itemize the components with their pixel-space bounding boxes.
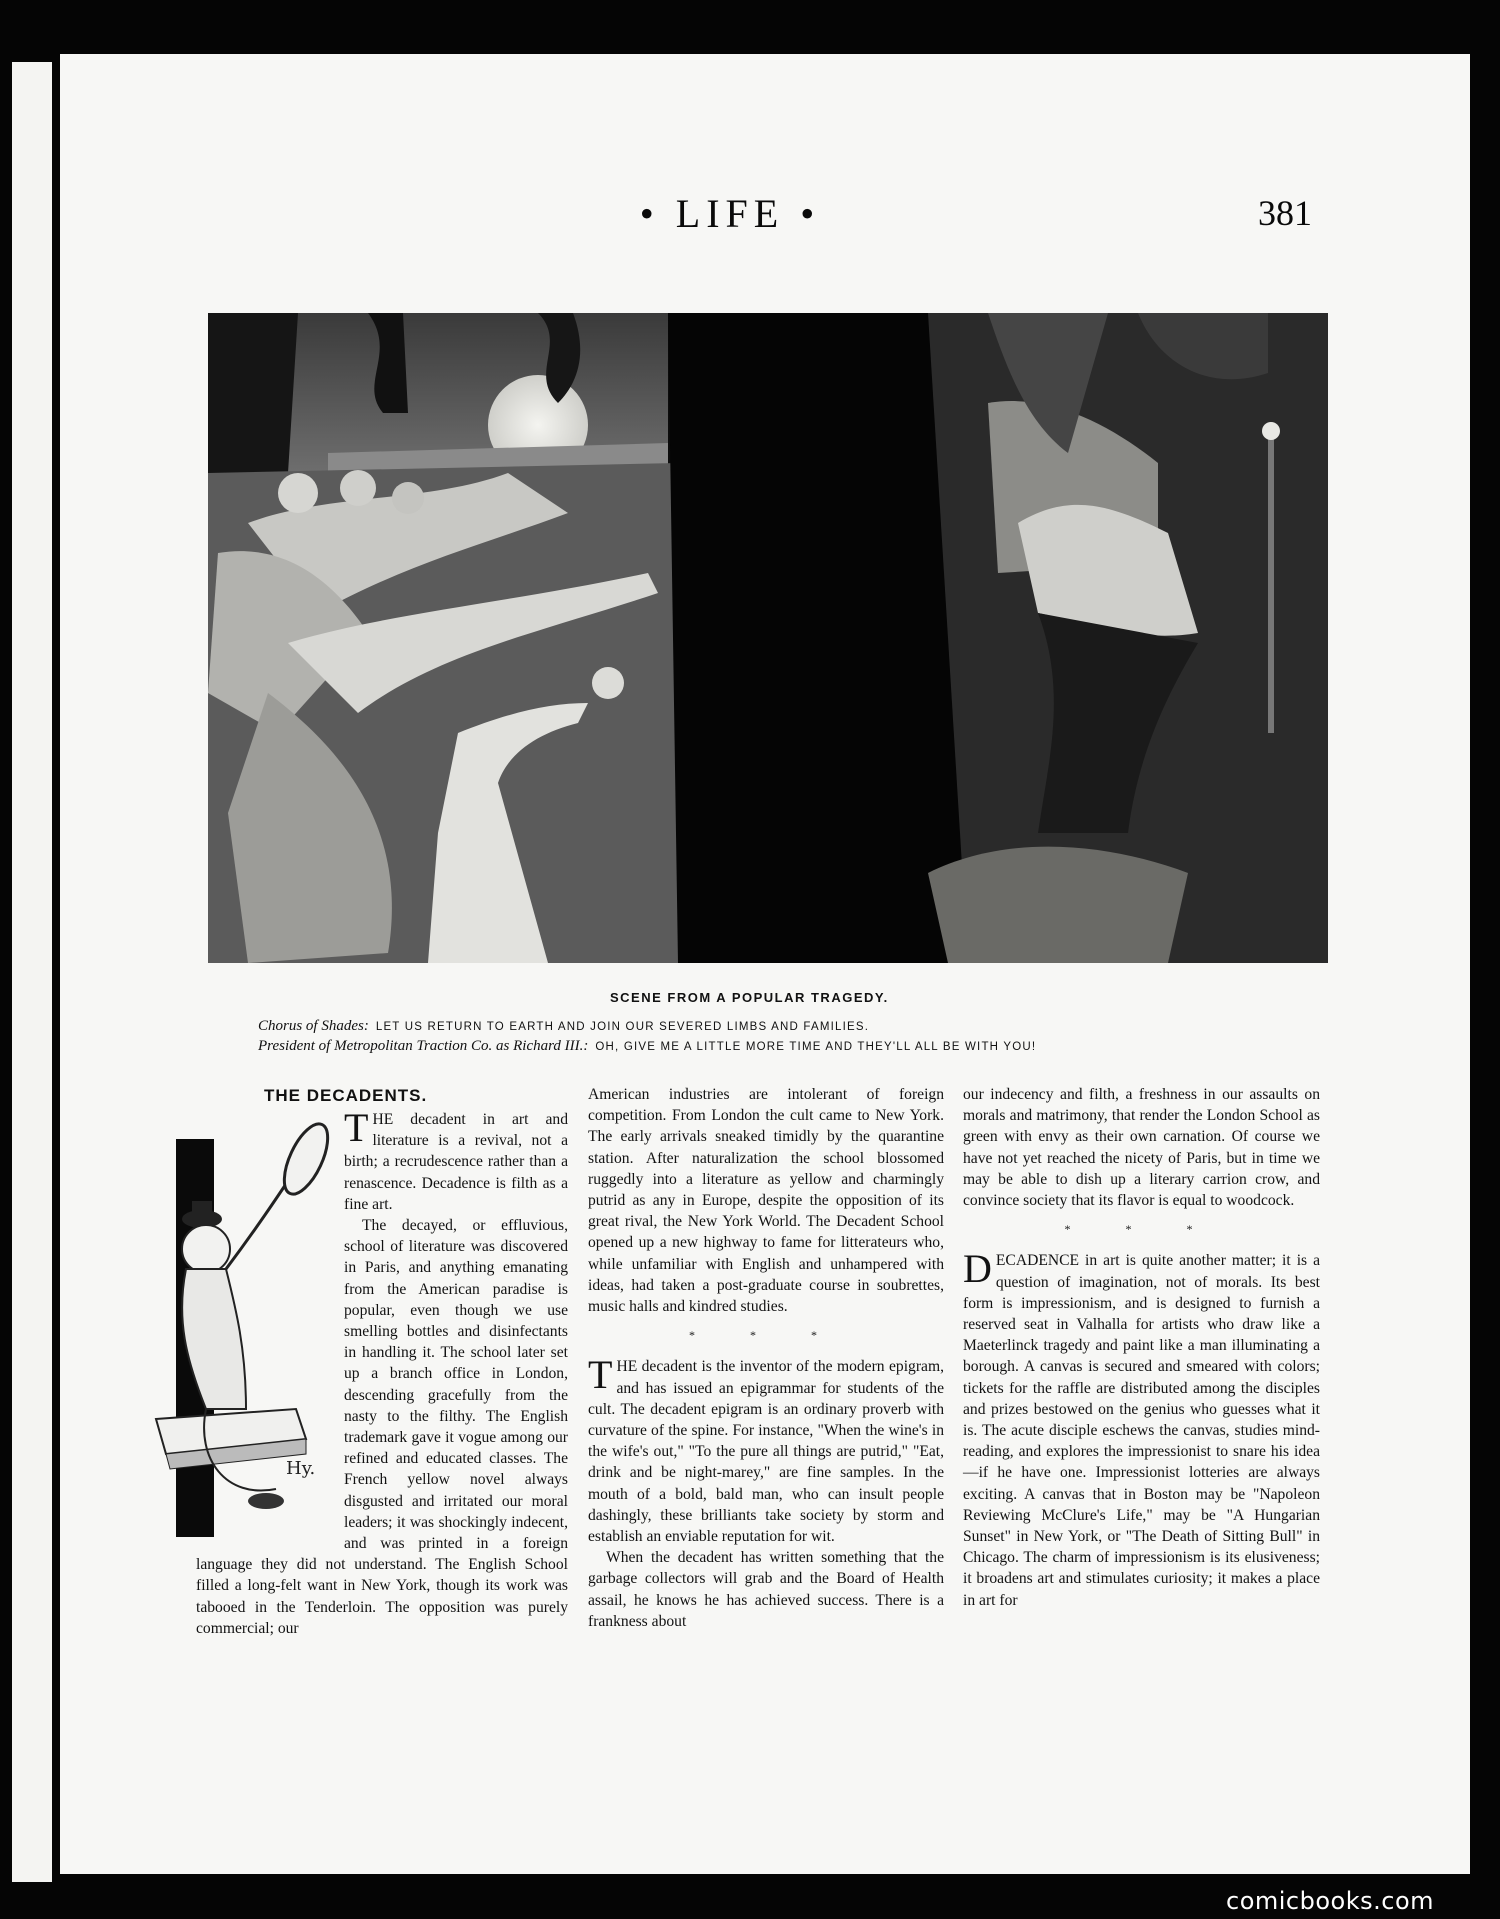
article-column-2 [588,1084,944,1632]
dropcap: T [344,1105,369,1150]
facing-page-edge [12,62,58,1882]
article-title: THE DECADENTS. [264,1086,428,1105]
dropcap: D [963,1246,992,1292]
monkey-illustration [136,1109,336,1537]
caption-role: Chorus of Shades: [258,1018,369,1034]
caption-line-chorus [258,1018,869,1035]
article-column-1 [196,1105,568,1639]
paragraph: When the decadent has written something that the garbage collectors will grab and the Board of Health assail, he knows he has achieved success. There is a frankness about [588,1549,944,1630]
theatre-scene-illustration [208,313,1328,963]
section-divider: * * * [689,1328,843,1343]
paragraph: ECADENCE in art is quite another matter; it is a question of imagination, not of morals. Its best form is impressionism, and is designed to furnish a reserved seat in Valhalla for artists who draw like a Maeterlinck tragedy and paint like a man illuminating a borough. A canvas is secured and smeared with colors; tickets for the raffle are distributed among the disciples and prizes bestowed on the genius who guesses what it is. The acute disciple eschews the canvas, studies mind-reading, and explores the impressionist to snare his idea—if he have one. Impressionist lotteries are always exciting. A canvas that in Boston may be "Napoleon Reviewing McClure's Life," may be "A Hungarian Sunset" in New York, or "The Death of Sitting Bull" in Chicago. The charm of impressionism is its elusiveness; it broadens art and stimulates curiosity; it makes a place in art for [963,1252,1320,1609]
section-divider: * * * [1064,1222,1219,1237]
paragraph: The decayed, or effluvious, school of literature was discovered in Paris, and anything emanating from the American paradise is popular, even though we use smelling bottles and disinfectants in handling it. The school later set up a branch office in London, descending gracefully from the nasty to the filthy. The English trademark gave it vogue among our refined and educated classes. The French yellow novel always disgusted and irritated our moral leaders; it was shockingly indecent, and was printed in a foreign language they did not understand. The English School filled a long-felt want in New York, though its work was tabooed in the Tenderloin. The opposition was purely commercial; our [196,1217,568,1637]
dropcap: T [588,1352,613,1398]
paragraph: HE decadent in art and literature is a revival, not a birth; a recrudescence rather than a renascence. Decadence is filth as a fine art. [344,1111,568,1213]
watermark: comicbooks.com [1226,1887,1435,1915]
caption-line-president [258,1038,1036,1055]
svg-text:Hy.: Hy. [286,1458,316,1479]
page-number: 381 [1258,193,1312,233]
caption-speech: OH, GIVE ME A LITTLE MORE TIME AND THEY'LL ALL BE WITH YOU! [595,1041,1037,1053]
caption-title: SCENE FROM A POPULAR TRAGEDY. [610,990,889,1005]
article-column-3 [963,1084,1320,1611]
caption-role: President of Metropolitan Traction Co. as Richard III.: [258,1038,589,1054]
paragraph: our indecency and filth, a freshness in our assaults on morals and matrimony, that render the London School as green with envy as their own carnation. Of course we have not yet reached the nicety of Paris, but in time we may be able to dish up a literary carrion crow, and convince society that its flavor is equal to woodcock. [963,1086,1320,1210]
paragraph: American industries are intolerant of foreign competition. From London the cult came to New York. The early arrivals sneaked timidly by the quarantine station. After naturalization the school blossomed ruggedly into a literature as yellow and charmingly putrid as any in Europe, despite the opposition of its great rival, the New York World. The Decadent School opened up a new highway to fame for litterateurs who, while unfamiliar with English and unhampered with ideas, had taken a post-graduate course in soubrettes, music halls and kindred studies. [588,1086,944,1316]
paragraph: HE decadent is the inventor of the modern epigram, and has issued an epigrammar for students of the cult. The decadent epigram is an ordinary proverb with curvature of the spine. For instance, "When the wine's in the wife's out," "To the pure all things are putrid," "Eat, drink and be night-marey," are fine samples. In the mouth of a bold, bald man, who can insult people dashingly, these brilliants take society by storm and establish an enviable reputation for wit. [588,1358,944,1546]
caption-speech: LET US RETURN TO EARTH AND JOIN OUR SEVERED LIMBS AND FAMILIES. [375,1021,870,1033]
masthead: • LIFE • [639,191,821,236]
